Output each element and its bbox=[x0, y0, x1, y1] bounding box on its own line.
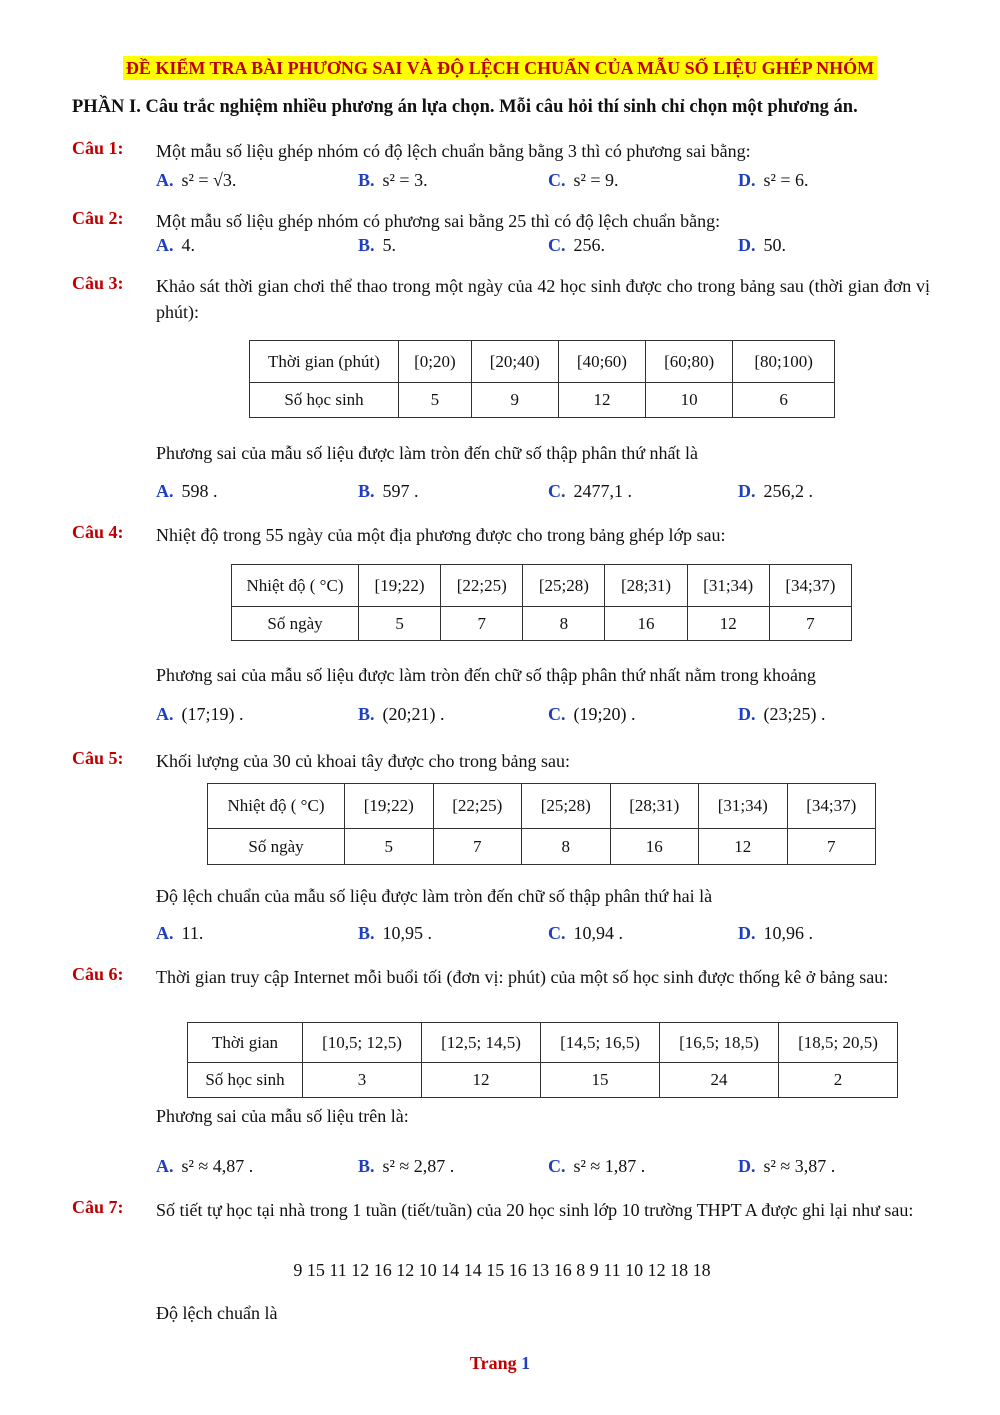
option-d[interactable]: D. s² ≈ 3,87 . bbox=[738, 1156, 836, 1176]
question-text: Số tiết tự học tại nhà trong 1 tuần (tiết/tuần) của 20 học sinh lớp 10 trường THPT A được ghi lại như sau: bbox=[156, 1200, 914, 1220]
option-c[interactable]: C. (19;20) . bbox=[548, 704, 636, 724]
question-1 bbox=[72, 138, 932, 198]
option-d[interactable]: D. 256,2 . bbox=[738, 481, 813, 501]
question-text: Khảo sát thời gian chơi thể thao trong một ngày của 42 học sinh được cho trong bảng sau (thời gian đơn vị phút): bbox=[156, 276, 930, 322]
option-d[interactable]: D. (23;25) . bbox=[738, 704, 826, 724]
option-b[interactable]: B. s² = 3. bbox=[358, 170, 428, 190]
question-text: Một mẫu số liệu ghép nhóm có phương sai bằng 25 thì có độ lệch chuẩn bằng: bbox=[156, 211, 721, 231]
question-subtext: Phương sai của mẫu số liệu trên là: bbox=[156, 1106, 409, 1126]
option-b[interactable]: B. 10,95 . bbox=[358, 923, 433, 943]
option-d[interactable]: D. 10,96 . bbox=[738, 923, 813, 943]
answer-options bbox=[156, 235, 936, 261]
option-c[interactable]: C. 10,94 . bbox=[548, 923, 623, 943]
question-4 bbox=[72, 522, 932, 734]
question-label: Câu 4: bbox=[72, 522, 124, 542]
answer-options bbox=[156, 1156, 936, 1182]
question-subtext: Độ lệch chuẩn là bbox=[156, 1303, 278, 1323]
question-3 bbox=[72, 273, 932, 513]
question-7 bbox=[72, 1197, 932, 1327]
data-table: Nhiệt độ ( °C) [19;22) [22;25) [25;28) [28;31) [31;34) [34;37) Số ngày 5 7 8 16 12 7 bbox=[207, 783, 876, 865]
option-a[interactable]: A. s² = √3. bbox=[156, 170, 237, 190]
data-table: Thời gian (phút) [0;20) [20;40) [40;60) [60;80) [80;100) Số học sinh 5 9 12 10 6 bbox=[249, 340, 835, 418]
question-text: Thời gian truy cập Internet mỗi buổi tối (đơn vị: phút) của một số học sinh được thống kê ở bảng sau: bbox=[156, 967, 889, 987]
question-subtext: Phương sai của mẫu số liệu được làm tròn đến chữ số thập phân thứ nhất nằm trong khoảng bbox=[156, 665, 816, 685]
answer-options bbox=[156, 704, 936, 730]
question-5 bbox=[72, 748, 932, 950]
question-6 bbox=[72, 964, 932, 1184]
option-d[interactable]: D. 50. bbox=[738, 235, 786, 255]
option-a[interactable]: A. 4. bbox=[156, 235, 195, 255]
exam-title bbox=[0, 58, 1000, 79]
part-heading: PHẦN I. Câu trắc nghiệm nhiều phương án lựa chọn. Mỗi câu hỏi thí sinh chỉ chọn một phương án. bbox=[72, 97, 858, 117]
page-number: 1 bbox=[521, 1353, 531, 1373]
answer-options bbox=[156, 481, 936, 507]
question-label: Câu 5: bbox=[72, 748, 124, 768]
answer-options bbox=[156, 923, 936, 949]
question-label: Câu 3: bbox=[72, 273, 124, 293]
option-c[interactable]: C. s² ≈ 1,87 . bbox=[548, 1156, 646, 1176]
option-d[interactable]: D. s² = 6. bbox=[738, 170, 809, 190]
option-a[interactable]: A. 598 . bbox=[156, 481, 218, 501]
data-table: Nhiệt độ ( °C) [19;22) [22;25) [25;28) [28;31) [31;34) [34;37) Số ngày 5 7 8 16 12 7 bbox=[231, 564, 852, 641]
page-word: Trang bbox=[469, 1353, 517, 1373]
question-label: Câu 2: bbox=[72, 208, 124, 228]
question-subtext: Độ lệch chuẩn của mẫu số liệu được làm tròn đến chữ số thập phân thứ hai là bbox=[156, 886, 713, 906]
option-a[interactable]: A. 11. bbox=[156, 923, 204, 943]
answer-options bbox=[156, 170, 936, 196]
option-a[interactable]: A. s² ≈ 4,87 . bbox=[156, 1156, 254, 1176]
page-footer bbox=[0, 1353, 1000, 1374]
question-label: Câu 6: bbox=[72, 964, 124, 984]
question-label: Câu 7: bbox=[72, 1197, 124, 1217]
question-text: Một mẫu số liệu ghép nhóm có độ lệch chuẩn bằng bằng 3 thì có phương sai bằng: bbox=[156, 141, 751, 161]
option-c[interactable]: C. 256. bbox=[548, 235, 605, 255]
option-c[interactable]: C. s² = 9. bbox=[548, 170, 619, 190]
option-b[interactable]: B. (20;21) . bbox=[358, 704, 445, 724]
question-text: Khối lượng của 30 củ khoai tây được cho trong bảng sau: bbox=[156, 751, 570, 771]
data-sequence: 9 15 11 12 16 12 10 14 14 15 16 13 16 8 9 11 10 12 18 18 bbox=[293, 1260, 711, 1280]
question-2 bbox=[72, 208, 932, 268]
question-subtext: Phương sai của mẫu số liệu được làm tròn đến chữ số thập phân thứ nhất là bbox=[156, 443, 698, 463]
exam-title-text: ĐỀ KIỂM TRA BÀI PHƯƠNG SAI VÀ ĐỘ LỆCH CHUẨN CỦA MẪU SỐ LIỆU GHÉP NHÓM bbox=[123, 56, 877, 80]
option-c[interactable]: C. 2477,1 . bbox=[548, 481, 632, 501]
option-b[interactable]: B. s² ≈ 2,87 . bbox=[358, 1156, 455, 1176]
option-b[interactable]: B. 5. bbox=[358, 235, 397, 255]
question-label: Câu 1: bbox=[72, 138, 124, 158]
data-table: Thời gian [10,5; 12,5) [12,5; 14,5) [14,5; 16,5) [16,5; 18,5) [18,5; 20,5) Số học sinh 3 12 15 24 2 bbox=[187, 1022, 898, 1098]
option-b[interactable]: B. 597 . bbox=[358, 481, 419, 501]
option-a[interactable]: A. (17;19) . bbox=[156, 704, 244, 724]
question-text: Nhiệt độ trong 55 ngày của một địa phương được cho trong bảng ghép lớp sau: bbox=[156, 525, 726, 545]
